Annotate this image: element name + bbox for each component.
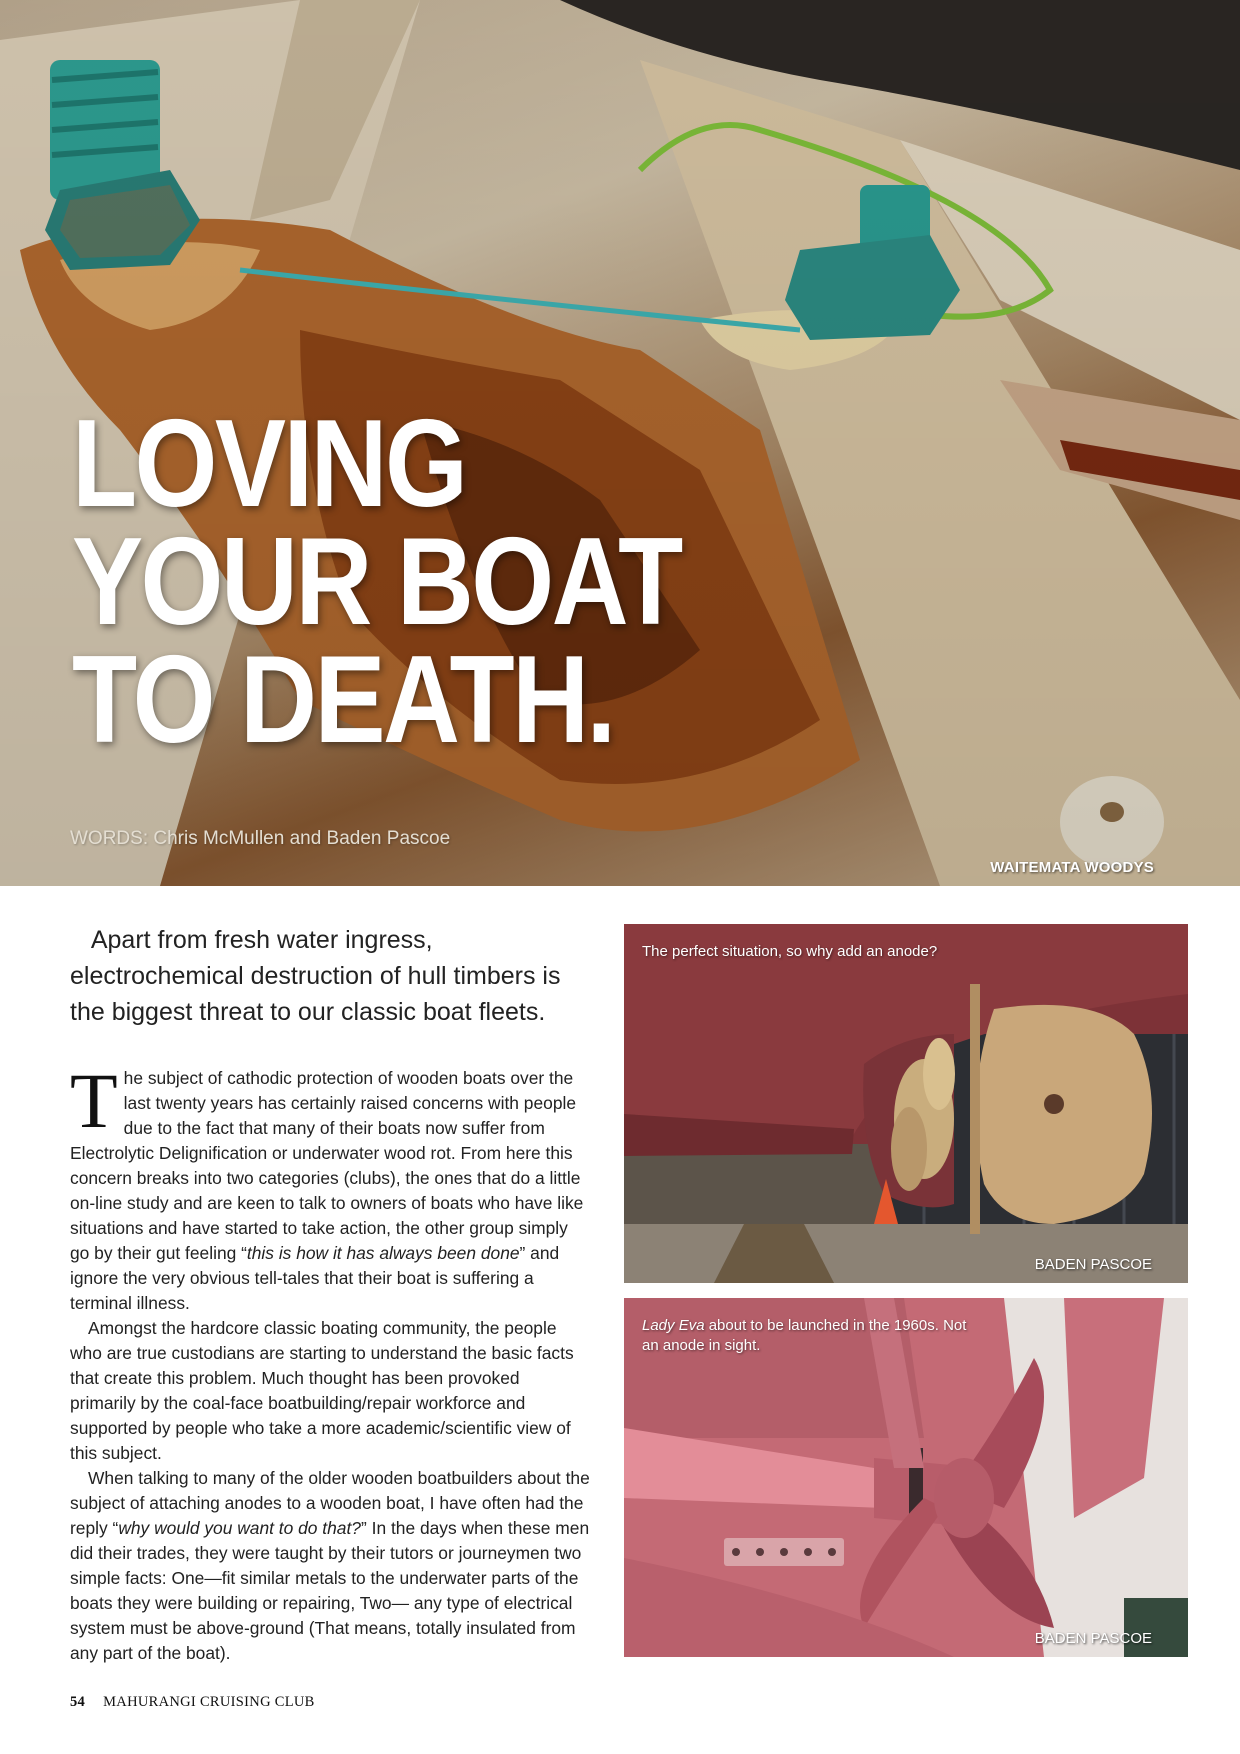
boat-name: Lady Eva	[642, 1317, 705, 1334]
photo-propeller-rudder	[624, 924, 1188, 1283]
photo-1-caption: The perfect situation, so why add an anode?	[642, 943, 938, 960]
paragraph-1-text: he subject of cathodic protection of wooden boats over the last twenty years has certainly raised concerns with people due to the fact that many of their boats now suffer from Electrolytic Delignification or underwater wood rot. From here this concern breaks into two categories (clubs), the ones that do a little on-line study and are keen to talk to owners of boats who have like situations and have started to take action, the other group simply go by their gut feeling “	[70, 1068, 584, 1263]
standfirst	[70, 922, 600, 1030]
photo-2-credit: BADEN PASCOE	[1034, 1630, 1152, 1647]
article-paragraph-1	[70, 1057, 590, 1316]
standfirst-text: Apart from fresh water ingress, electrochemical destruction of hull timbers is the biggest threat to our classic boat fleets.	[70, 926, 561, 1026]
headline-line-1: LOVING	[72, 395, 466, 533]
publication-name: MAHURANGI CRUISING CLUB	[103, 1694, 315, 1710]
paragraph-3-end: ” In the days when these men did their trades, they were taught by their tutors or journeymen two simple facts: One—fit similar metals to the underwater parts of the boats they were building or repairing, Two— any type of electrical system must be above-ground (That means, totally insulated from any part of the boat).	[70, 1518, 590, 1663]
page-footer	[70, 1694, 315, 1711]
article-body	[70, 1057, 590, 1666]
photo-1-credit: BADEN PASCOE	[1034, 1256, 1152, 1273]
article-paragraph-3	[70, 1466, 590, 1666]
paragraph-1-end: ” and ignore the very obvious tell-tales that their boat is suffering a terminal illness.	[70, 1243, 560, 1313]
paragraph-3-quote: why would you want to do that?	[118, 1518, 361, 1538]
paragraph-1-quote: this is how it has always been done	[246, 1243, 520, 1263]
hull-propeller-illustration	[624, 924, 1188, 1283]
headline	[72, 395, 777, 769]
article-paragraph-2: Amongst the hardcore classic boating community, the people who are true custodians are starting to understand the basic facts that create this problem. Much thought has been provoked primarily by the coal-face boatbuilding/repair workforce and supported by people who take a more academic/scientific view of this subject.	[70, 1318, 574, 1463]
photo-2-caption	[642, 1316, 982, 1356]
headline-line-2: YOUR BOAT	[72, 513, 681, 651]
page-number: 54	[70, 1694, 86, 1710]
headline-line-3: TO DEATH.	[72, 631, 614, 769]
hero-photo-credit: WAITEMATA WOODYS	[990, 859, 1154, 876]
paragraph-3-text: When talking to many of the older wooden boatbuilders about the subject of attaching anodes to a wooden boat, I have often had the reply “	[70, 1468, 590, 1538]
photo-2-caption-text: about to be launched in the 1960s. Not an anode in sight.	[642, 1317, 967, 1354]
photo-lady-eva	[624, 1298, 1188, 1657]
drop-cap: T	[70, 1057, 118, 1144]
byline: WORDS: Chris McMullen and Baden Pascoe	[70, 828, 451, 849]
